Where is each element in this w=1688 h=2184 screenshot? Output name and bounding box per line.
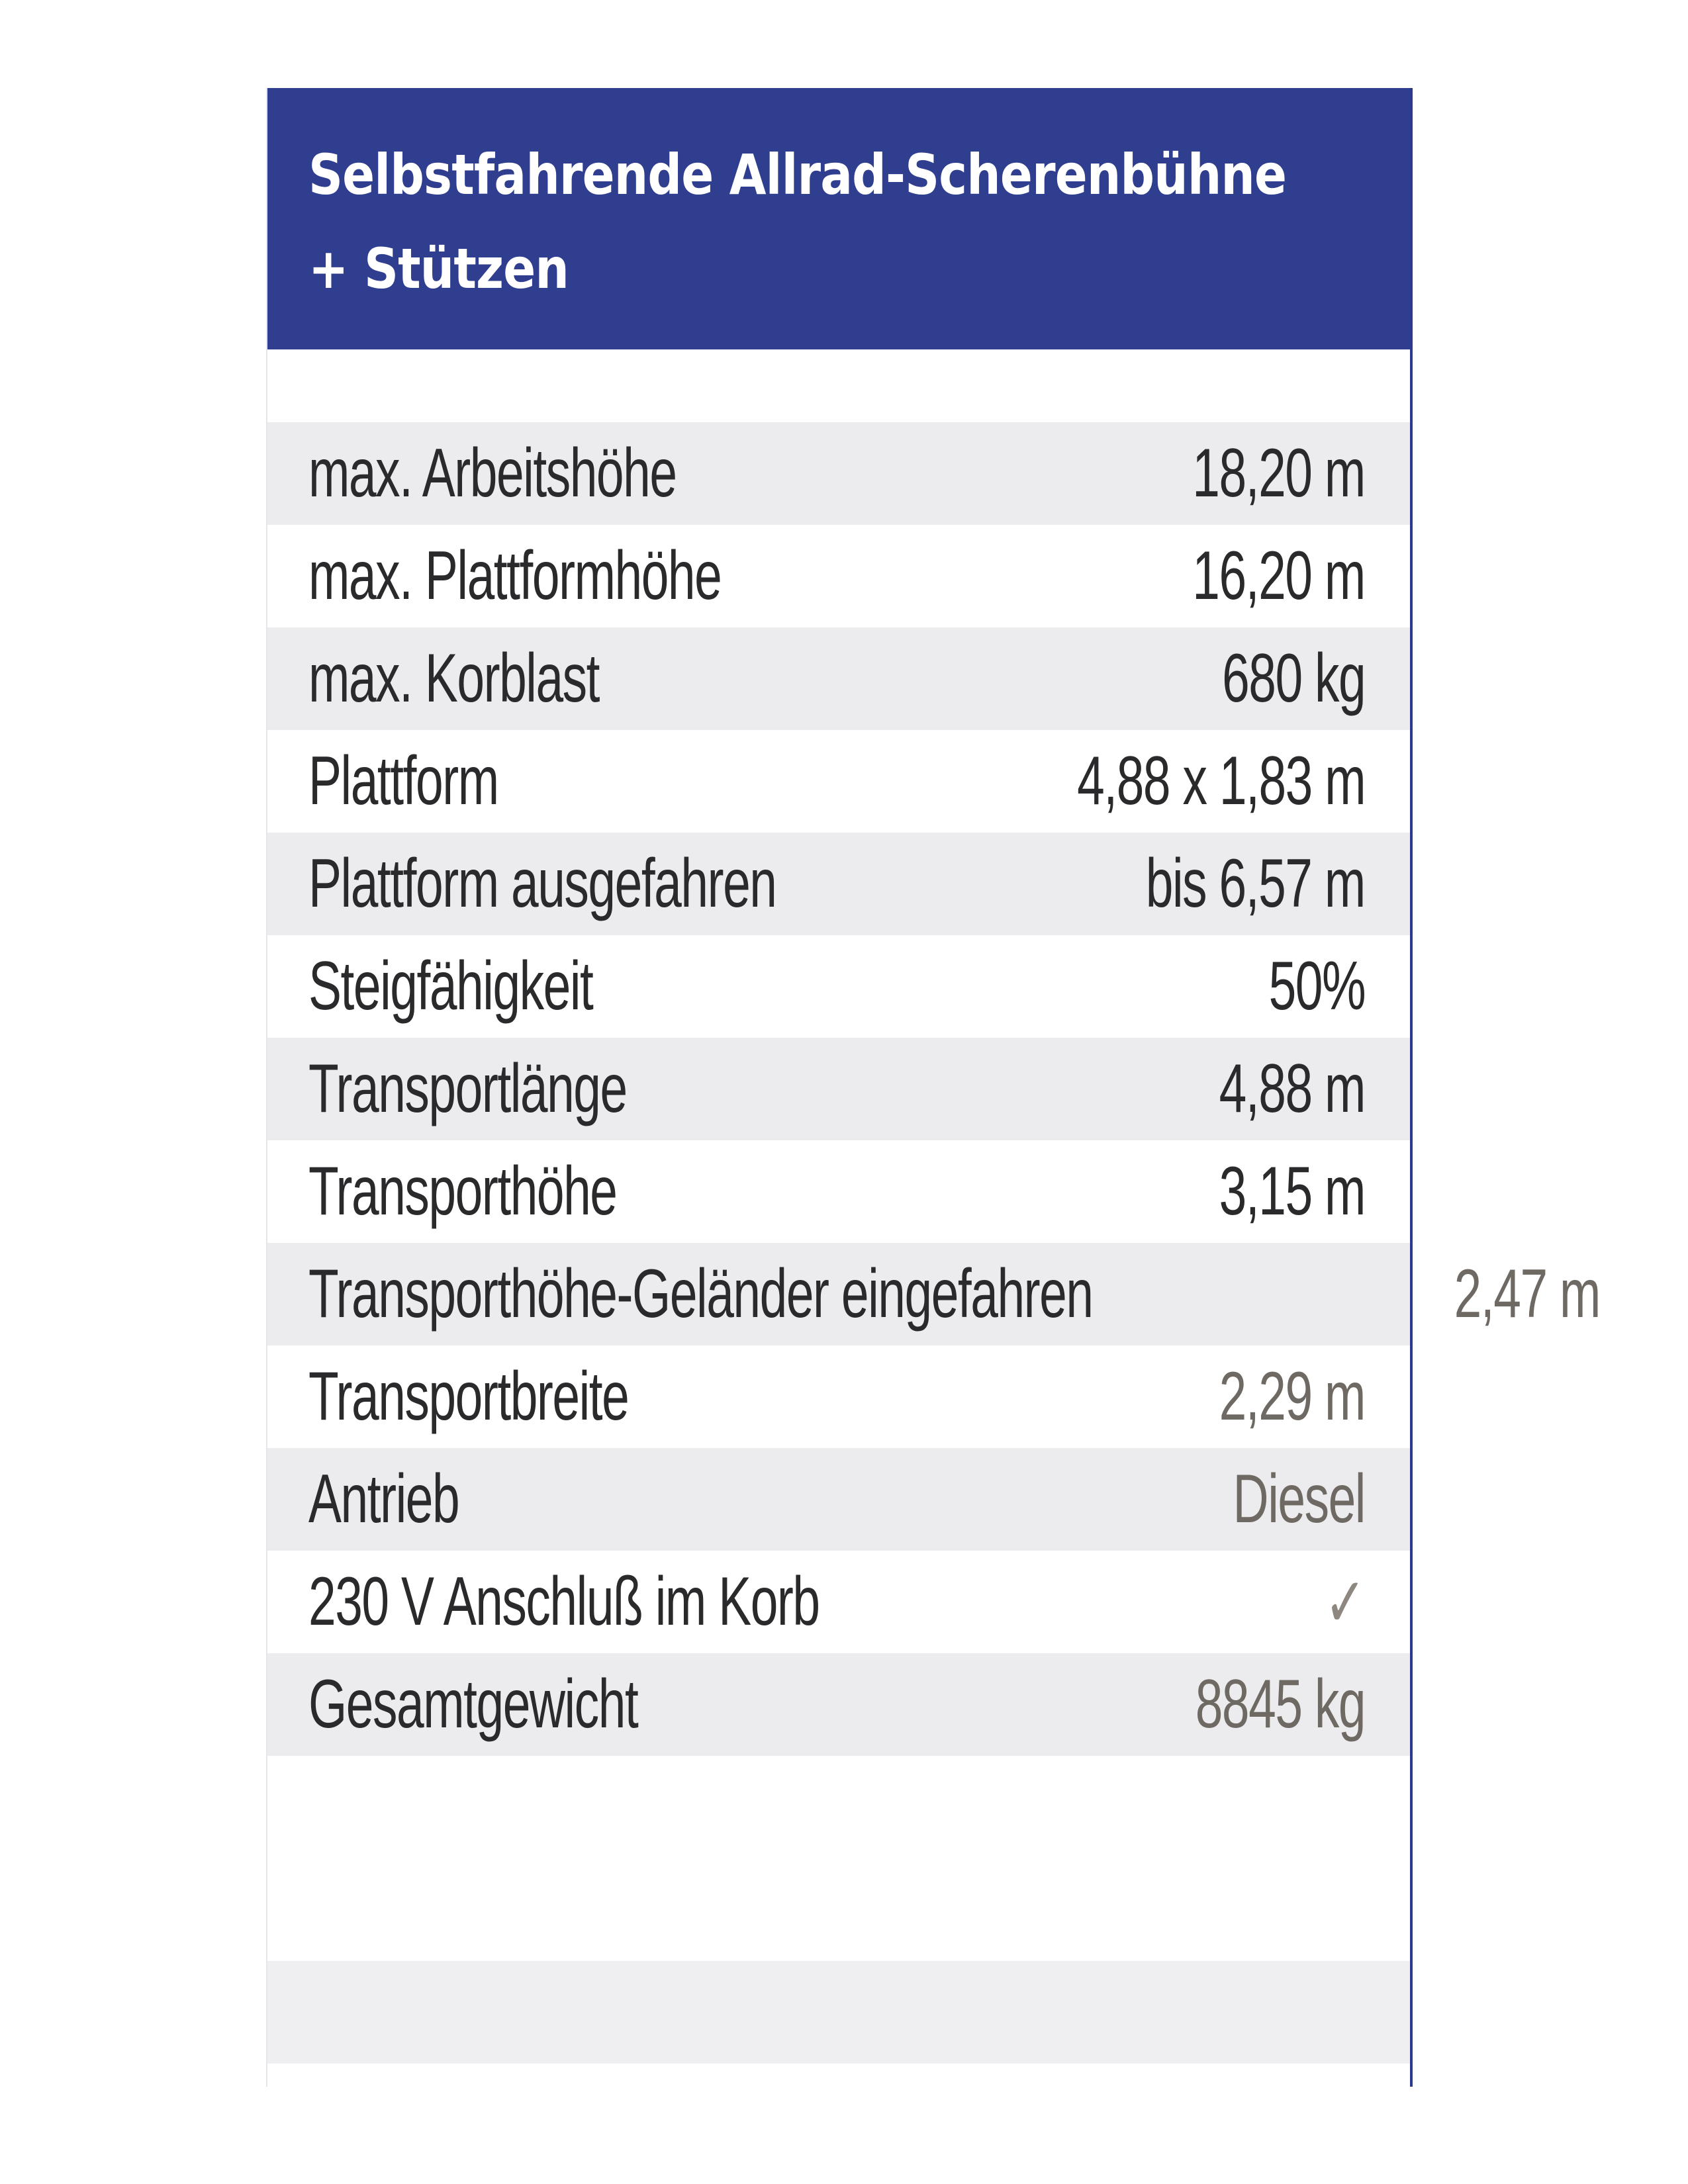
header-title-line2: + Stützen (308, 236, 569, 301)
spec-row-plattformhoehe (267, 525, 1410, 627)
spec-label: Plattform (308, 743, 498, 819)
spec-label: Transportbreite (308, 1358, 629, 1435)
spec-value: 4,88 m (1219, 1050, 1365, 1127)
spec-label: Transportlänge (308, 1050, 627, 1127)
empty-row (267, 2064, 1410, 2166)
spec-value: 16,20 m (1192, 537, 1365, 614)
spec-header (267, 88, 1410, 349)
spec-value: Diesel (1233, 1461, 1365, 1537)
spec-label: max. Korblast (308, 640, 600, 717)
spec-row-plattform-ausgefahren (267, 833, 1410, 935)
spec-value: bis 6,57 m (1145, 845, 1365, 922)
spec-label: max. Arbeitshöhe (308, 435, 677, 512)
spec-label: Antrieb (308, 1461, 459, 1537)
check-icon: ✓ (1324, 1561, 1365, 1643)
spec-label: Transporthöhe-Geländer eingefahren (308, 1255, 1093, 1332)
spec-row-gesamtgewicht (267, 1653, 1410, 1756)
header-title-line1: Selbstfahrende Allrad-Scherenbühne (308, 142, 1287, 207)
spec-value: 18,20 m (1192, 435, 1365, 512)
spec-table (267, 422, 1601, 2166)
spec-value: 8845 kg (1195, 1666, 1365, 1743)
spec-value: 2,29 m (1219, 1358, 1365, 1435)
spec-value: 3,15 m (1219, 1153, 1365, 1230)
spec-label: 230 V Anschluß im Korb (308, 1563, 820, 1640)
spec-row-arbeitshoehe (267, 422, 1410, 525)
spec-row-steigfaehigkeit (267, 935, 1410, 1038)
spec-row-antrieb (267, 1448, 1410, 1551)
spec-row-transportlaenge (267, 1038, 1410, 1140)
spec-row-anschluss (267, 1551, 1410, 1653)
spec-row-plattform (267, 730, 1410, 833)
empty-row (267, 1961, 1410, 2064)
spec-row-transportbreite (267, 1345, 1410, 1448)
spec-row-transporthoehe (267, 1140, 1410, 1243)
spec-value: 4,88 x 1,83 m (1077, 743, 1365, 819)
spec-card (266, 88, 1601, 2087)
spec-label: max. Plattformhöhe (308, 537, 722, 614)
spec-label: Steigfähigkeit (308, 948, 593, 1024)
spec-row-korblast (267, 627, 1410, 730)
spec-value: 50% (1268, 948, 1365, 1024)
empty-row (267, 1858, 1410, 1961)
spec-row-transporthoehe-gelaender (267, 1243, 1601, 1345)
empty-row (267, 1756, 1410, 1858)
spec-value: 2,47 m (1454, 1255, 1601, 1332)
spec-label: Plattform ausgefahren (308, 845, 776, 922)
spec-label: Transporthöhe (308, 1153, 617, 1230)
spec-label: Gesamtgewicht (308, 1666, 638, 1743)
spec-value: 680 kg (1221, 640, 1365, 717)
